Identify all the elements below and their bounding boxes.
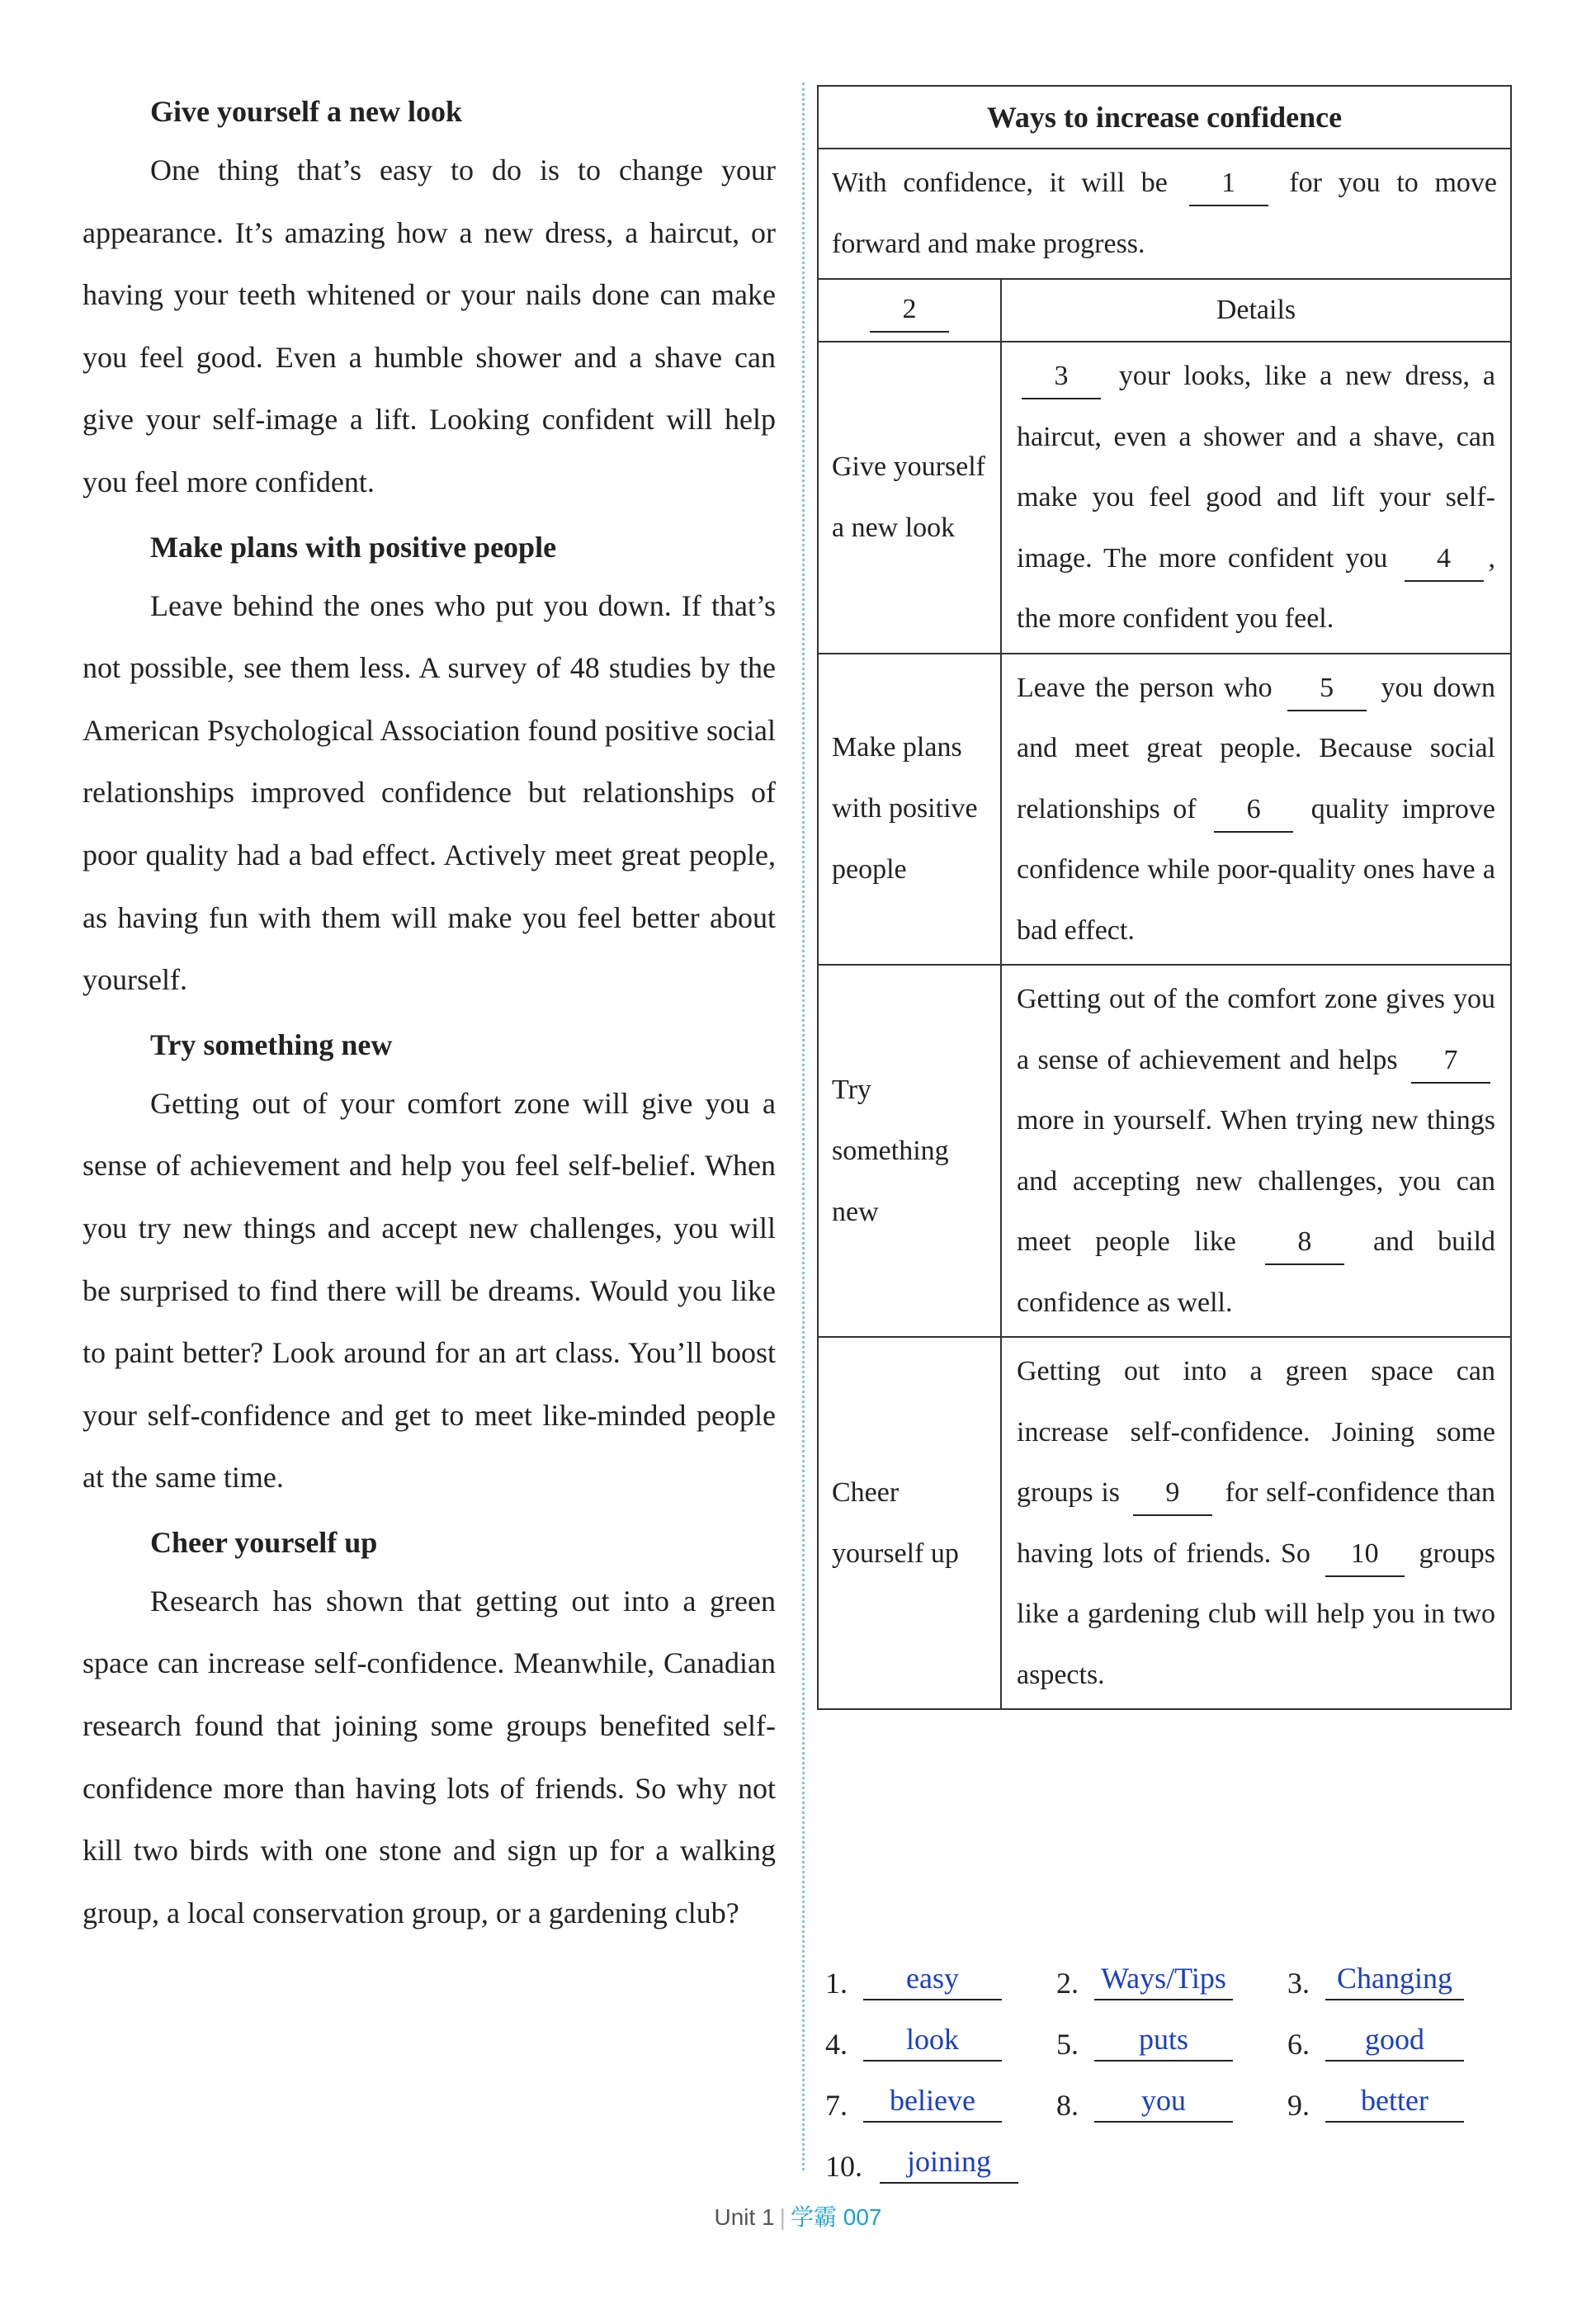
confidence-table [817,85,1512,1710]
unit-label: Unit 1 [714,2204,775,2230]
blank-3[interactable]: 3 [1022,355,1101,399]
answer-value: good [1325,2019,1464,2062]
answer-item: 3. Changing [1287,1958,1518,2000]
answer-item: 4. look [825,2019,1056,2062]
answer-value: joining [880,2141,1018,2184]
row-label: Give yourself a new look [818,342,1001,654]
section-text: Getting out of your comfort zone will give you a sense of achievement and help you feel self-belief. When you try new things and accept new challenges, you will be surprised to find there will be dreams. Would you like to paint better? Look around for an art class. You’ll boost your self-confidence and get to meet like-minded people at the same time. [83,1086,776,1495]
section-text: Leave behind the ones who put you down. If that’s not possible, see them less. A survey of 48 studies by the American Psychological Association found positive social relationships improved confidence but relationships of poor quality had a bad effect. Actively meet great people, as having fun with them will make you feel better about yourself. [83,588,776,997]
answer-value: you [1094,2080,1233,2123]
blank-6[interactable]: 6 [1214,788,1293,833]
column-divider [802,83,805,2170]
answer-value: Changing [1325,1958,1464,2000]
blank-1[interactable]: 1 [1189,162,1268,206]
blank-2[interactable]: 2 [870,288,949,333]
answer-item: 9. better [1287,2080,1518,2123]
answer-item: 1. easy [825,1958,1056,2000]
section-title: Try something new [150,1027,393,1061]
section-text: Research has shown that getting out into a green space can increase self-confidence. Meanwhile, Canadian research found that joining some groups benefited self-confidence more than having lots of friends. So why not kill two birds with one stone and sign up for a walking group, a local conservation group, or a gardening club? [83,1584,776,1929]
reading-passage [83,78,776,1944]
blank-5[interactable]: 5 [1287,667,1367,711]
answer-item: 5. puts [1056,2019,1287,2062]
table-row [818,965,1511,1337]
answer-value: believe [863,2080,1002,2123]
table-title: Ways to increase confidence [818,86,1511,149]
answer-value: easy [863,1958,1002,2000]
table-row [818,1337,1511,1709]
answer-key [825,1939,1518,2184]
blank-7[interactable]: 7 [1411,1039,1490,1084]
section-title: Make plans with positive people [150,530,557,564]
header-blank-cell [818,279,1001,342]
row-label: Cheer yourself up [818,1337,1001,1709]
row-detail: Getting out of the comfort zone gives you a sense of achievement and helps 7 more in yourself. When trying new things and accepting new challenges, you can meet people like 8 and build confidence as well. [1001,965,1511,1337]
answer-value: puts [1094,2019,1233,2062]
answer-value: look [863,2019,1002,2062]
section-text: One thing that’s easy to do is to change your appearance. It’s amazing how a new dress, a haircut, or having your teeth whitened or your nails done can make you feel good. Even a humble shower and a shave can give your self-image a lift. Looking confident will help you feel more confident. [83,153,776,498]
passage-section [83,522,776,1012]
row-label: Make plans with positive people [818,654,1001,966]
section-title: Cheer yourself up [150,1525,378,1559]
table-row [818,654,1511,966]
passage-section [83,1518,776,1945]
row-detail: Leave the person who 5 you down and meet great people. Because social relationships of 6 quality improve confidence while poor-quality ones have a bad effect. [1001,654,1511,966]
table-row [818,342,1511,654]
answer-item: 7. believe [825,2080,1056,2123]
row-detail: 3 your looks, like a new dress, a haircut, even a shower and a shave, can make you feel good and lift your self-image. The more confident you 4 , the more confident you feel. [1001,342,1511,654]
answer-item: 2. Ways/Tips [1056,1958,1287,2000]
answer-value: Ways/Tips [1094,1958,1233,2000]
answer-item: 10. joining [825,2141,1063,2184]
page-number: 007 [843,2204,882,2230]
answer-value: better [1325,2080,1464,2123]
passage-section [83,87,776,514]
answer-item: 6. good [1287,2019,1518,2062]
brand-name: 学霸 [790,2204,837,2230]
row-label: Try something new [818,965,1001,1337]
section-title: Give yourself a new look [150,95,462,128]
row-detail: Getting out into a green space can increase self-confidence. Joining some groups is 9 for self-confidence than having lots of friends. So 10 groups like a gardening club will help you in two aspects. [1001,1337,1511,1709]
page-footer: Unit 1 | 学霸 007 [714,2204,882,2230]
header-details: Details [1001,279,1511,342]
blank-9[interactable]: 9 [1133,1471,1212,1516]
blank-10[interactable]: 10 [1325,1533,1405,1577]
table-intro: With confidence, it will be 1 for you to move forward and make progress. [818,149,1511,279]
blank-4[interactable]: 4 [1405,537,1484,582]
passage-section [83,1020,776,1509]
blank-8[interactable]: 8 [1265,1221,1344,1265]
answer-item: 8. you [1056,2080,1287,2123]
